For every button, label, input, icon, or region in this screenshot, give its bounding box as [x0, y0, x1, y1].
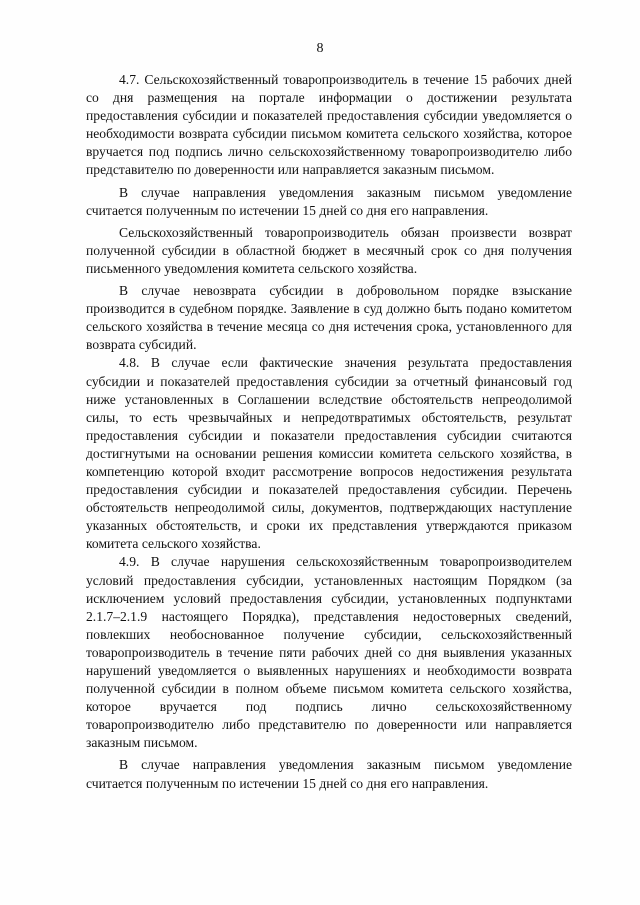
- paragraph-4-8: 4.8. В случае если фактические значения результата предоставления субсидии и показателей предоставления субсидии за отчетный финансовый год ниже установленных в Соглашении вследствие обстоятельств непреодолимой силы, то есть чрезвычайных и непредотвратимых обстоятельств, результат предоставления субсидии и показатели предоставления субсидии считаются достигнутыми на основании решения комиссии комитета сельского хозяйства, в компетенцию которой входит рассмотрение вопросов недостижения результата предоставления субсидии и показателей предоставления субсидии. Перечень обстоятельств непреодолимой силы, документов, подтверждающих наступление указанных обстоятельств, и сроки их представления утверждаются приказом комитета сельского хозяйства.: [86, 355, 572, 552]
- page-number: 8: [316, 41, 324, 56]
- paragraph-4-9: 4.9. В случае нарушения сельскохозяйственным товаропроизводителем условий предоставления субсидии, установленных настоящим Порядком (за исключением условий предоставления субсидии, установленных подпунктами 2.1.7–2.1.9 настоящего Порядка), представления недостоверных сведений, повлекших необоснованное получение субсидии, сельскохозяйственный товаропроизводитель в течение пяти рабочих дней со дня выявления указанных нарушений уведомляется о выявленных нарушениях и необходимости возврата полученной субсидии в полном объеме письмом комитета сельского хозяйства, которое вручается под подпись лично сельскохозяйственному товаропроизводителю либо представителю по доверенности или направляется заказным письмом.: [86, 554, 572, 751]
- paragraph-notification-received: В случае направления уведомления заказным письмом уведомление считается полученным по истечении 15 дней со дня его направления.: [86, 184, 572, 218]
- paragraph-4-7: 4.7. Сельскохозяйственный товаропроизводитель в течение 15 рабочих дней со дня размещения на портале информации о достижении результата предоставления субсидии и показателей предоставления субсидии уведомляется о необходимости возврата субсидии письмом комитета сельского хозяйства, которое вручается под подпись лично сельскохозяйственному товаропроизводителю либо представителю по доверенности или направляется заказным письмом.: [86, 72, 572, 178]
- paragraph-court-recovery: В случае невозврата субсидии в добровольном порядке взыскание производится в судебном порядке. Заявление в суд должно быть подано комитетом сельского хозяйства в течение месяца со дня истечения срока, установленного для возврата субсидий.: [86, 283, 572, 353]
- document-body: [86, 71, 572, 793]
- paragraph-notification-received-2: В случае направления уведомления заказным письмом уведомление считается полученным по истечении 15 дней со дня его направления.: [86, 757, 572, 791]
- paragraph-refund-obligation: Сельскохозяйственный товаропроизводитель обязан произвести возврат полученной субсидии в областной бюджет в месячный срок со дня получения письменного уведомления комитета сельского хозяйства.: [86, 224, 572, 276]
